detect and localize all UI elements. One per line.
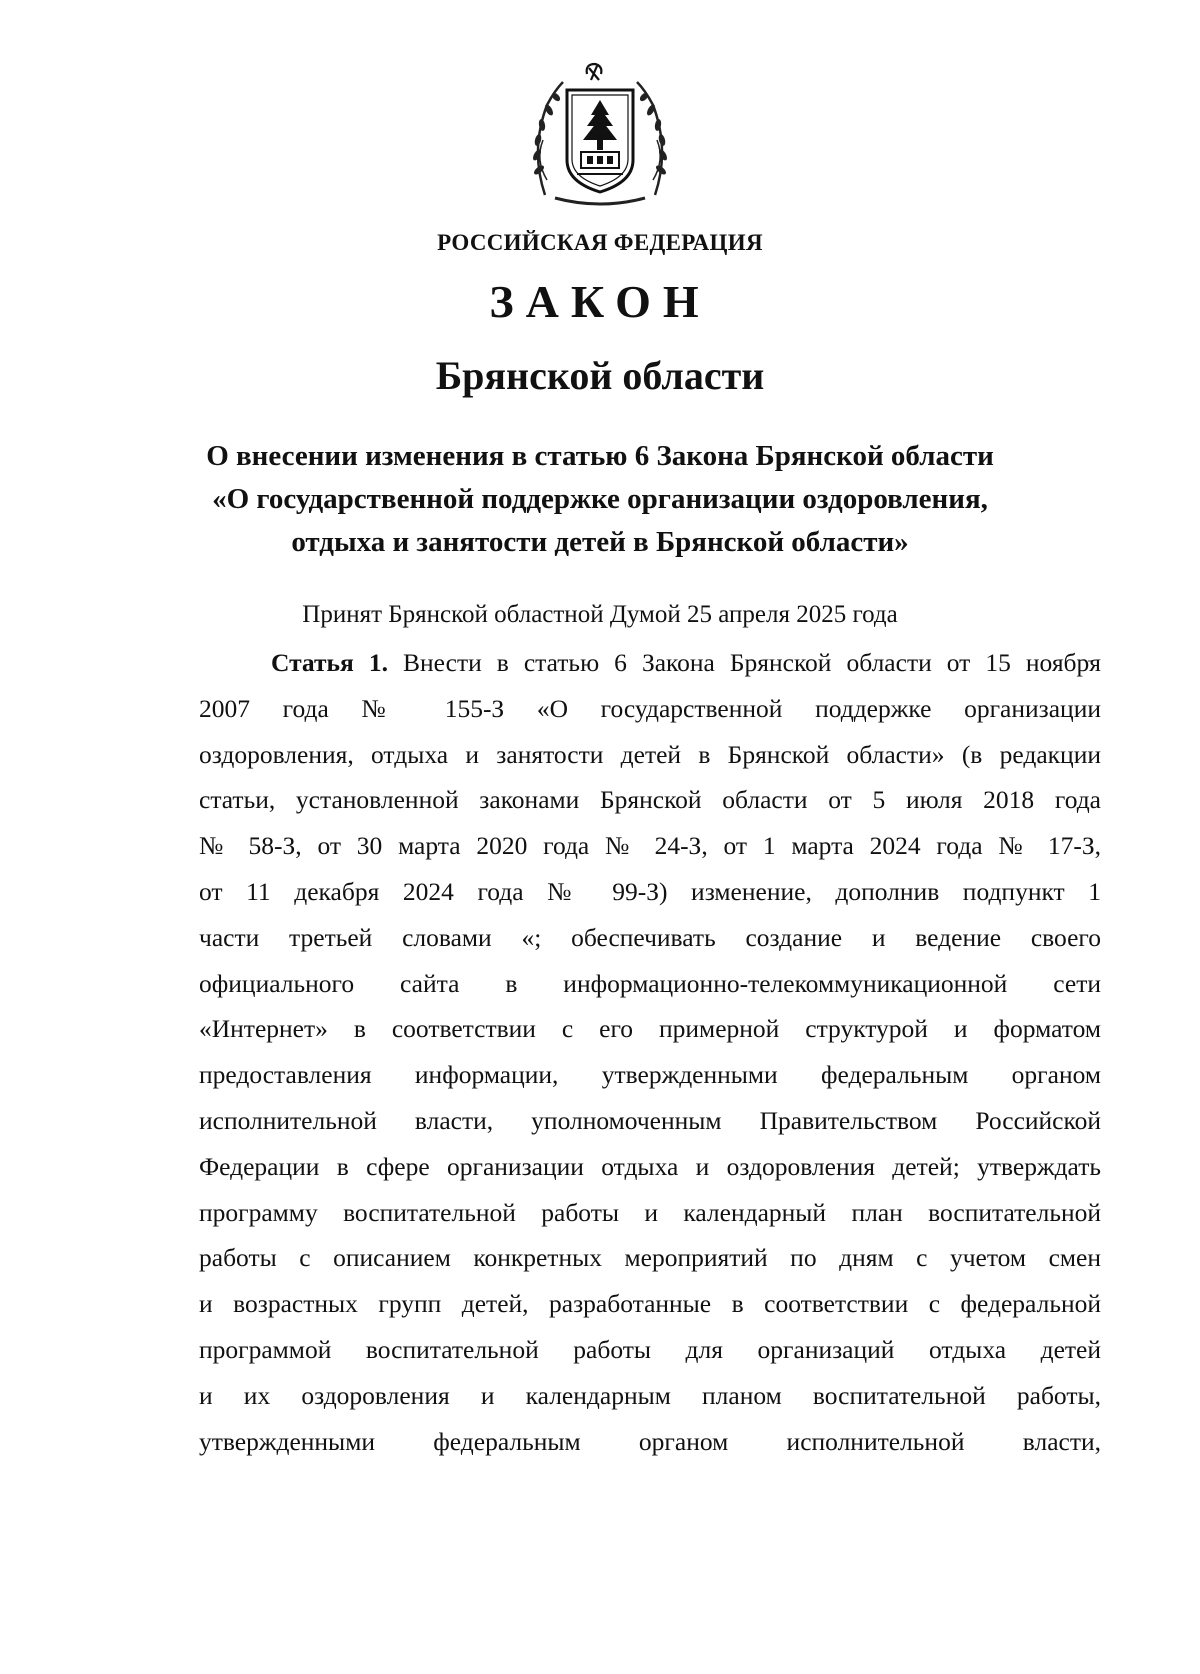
article-text-line: официального сайта в информационно-телекоммуникационной сети	[199, 969, 1101, 998]
article-text-line: программой воспитательной работы для организаций отдыха детей	[199, 1335, 1101, 1364]
article-text-line: и возрастных групп детей, разработанные в соответствии с федеральной	[199, 1289, 1101, 1318]
bryansk-coat-of-arms-emblem	[525, 60, 675, 210]
law-title-line-2: «О государственной поддержке организации оздоровления,	[212, 483, 988, 515]
article-1-first-line	[271, 648, 1101, 682]
federation-heading: РОССИЙСКАЯ ФЕДЕРАЦИЯ	[437, 230, 763, 255]
article-text-line: программу воспитательной работы и календарный план воспитательной	[199, 1198, 1101, 1227]
law-title-line-3: отдыха и занятости детей в Брянской области»	[291, 526, 909, 558]
law-title-line-1: О внесении изменения в статью 6 Закона Брянской области	[206, 440, 994, 472]
article-text-line: работы с описанием конкретных мероприятий по дням с учетом смен	[199, 1243, 1101, 1272]
region-heading: Брянской области	[435, 353, 765, 398]
article-text-line: № 58-З, от 30 марта 2020 года № 24-З, от 1 марта 2024 года № 17-З,	[199, 831, 1101, 860]
article-text-line: утвержденными федеральным органом исполнительной власти,	[199, 1427, 1101, 1456]
article-text-line: предоставления информации, утвержденными федеральным органом	[199, 1060, 1101, 1089]
article-text-line: оздоровления, отдыха и занятости детей в Брянской области» (в редакции	[199, 740, 1101, 769]
law-heading: ЗАКОН	[489, 276, 711, 327]
article-1-label: Статья 1.	[271, 648, 388, 677]
article-text-line: от 11 декабря 2024 года № 99-З) изменение, дополнив подпункт 1	[199, 877, 1101, 906]
article-text-line: статьи, установленной законами Брянской области от 5 июля 2018 года	[199, 785, 1101, 814]
article-text-line: и их оздоровления и календарным планом воспитательной работы,	[199, 1381, 1101, 1410]
article-text-line: «Интернет» в соответствии с его примерной структурой и форматом	[199, 1014, 1101, 1043]
article-text-line: Федерации в сфере организации отдыха и оздоровления детей; утверждать	[199, 1152, 1101, 1181]
article-text-line: Внести в статью 6 Закона Брянской области от 15 ноября	[403, 648, 1101, 677]
adoption-note: Принят Брянской областной Думой 25 апреля 2025 года	[302, 601, 898, 628]
article-text-line: части третьей словами «; обеспечивать создание и ведение своего	[199, 923, 1101, 952]
article-text-line: 2007 года № 155-З «О государственной поддержке организации	[199, 694, 1101, 723]
article-text-line: исполнительной власти, уполномоченным Правительством Российской	[199, 1106, 1101, 1135]
